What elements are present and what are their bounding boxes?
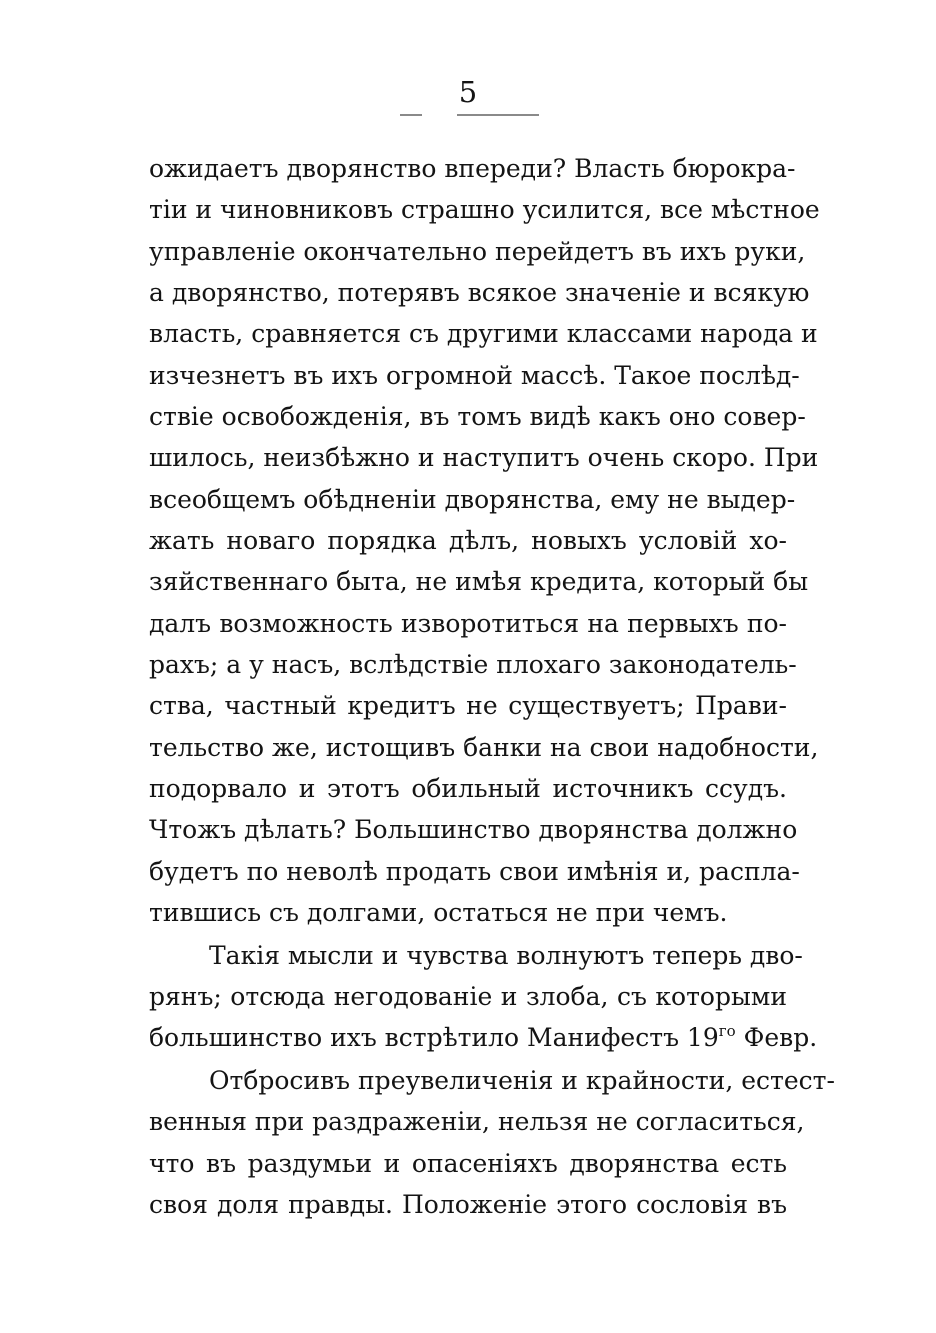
text-line: своя доля правды. Положеніе этого сословія въ xyxy=(149,1190,787,1219)
text-line: рянъ; отсюда негодованіе и злоба, съ которыми xyxy=(149,982,787,1011)
text-line: подорвало и этотъ обильный источникъ ссудъ. xyxy=(149,774,787,803)
text-line: тіи и чиновниковъ страшно усилится, все мѣстное xyxy=(149,195,820,224)
text-line: всеобщемъ обѣдненіи дворянства, ему не выдер- xyxy=(149,485,796,514)
text-line: тившись съ долгами, остаться не при чемъ. xyxy=(149,898,728,927)
text-line xyxy=(149,1021,818,1055)
text-line: будетъ по неволѣ продать свои имѣнія и, распла- xyxy=(149,857,800,886)
text-line: жать новаго порядка дѣлъ, новыхъ условій хо- xyxy=(149,526,787,555)
header-rule-right xyxy=(457,114,539,116)
text-line: зяйственнаго быта, не имѣя кредита, который бы xyxy=(149,567,809,596)
header-rule-left xyxy=(400,114,422,116)
text-line: ожидаетъ дворянство впереди? Власть бюрокра- xyxy=(149,154,796,183)
text-line: власть, сравняется съ другими классами народа и xyxy=(149,319,818,348)
page-number: 5 xyxy=(458,75,478,109)
text-line: ствіе освобожденія, въ томъ видѣ какъ оно совер- xyxy=(149,402,806,431)
text-line: шилось, неизбѣжно и наступитъ очень скоро. При xyxy=(149,443,819,472)
text-line: изчезнетъ въ ихъ огромной массѣ. Такое послѣд- xyxy=(149,361,800,390)
text-line: далъ возможность изворотиться на первыхъ по- xyxy=(149,609,787,638)
text-line: венныя при раздраженіи, нельзя не согласиться, xyxy=(149,1107,805,1136)
text-line: управленіе окончательно перейдетъ въ ихъ руки, xyxy=(149,237,806,266)
text-line: а дворянство, потерявъ всякое значеніе и всякую xyxy=(149,278,810,307)
text-line: Чтожъ дѣлать? Большинство дворянства должно xyxy=(149,815,798,844)
text-line: ства, частный кредитъ не существуетъ; Прави- xyxy=(149,691,787,720)
text-line: Такія мысли и чувства волнуютъ теперь дво- xyxy=(209,941,803,970)
text-fragment: Февр. xyxy=(735,1023,818,1052)
text-line: рахъ; а у насъ, вслѣдствіе плохаго законодатель- xyxy=(149,650,797,679)
text-line: Отбросивъ преувеличенія и крайности, естест- xyxy=(209,1066,835,1095)
text-line: что въ раздумьи и опасеніяхъ дворянства есть xyxy=(149,1149,787,1178)
text-fragment: большинство ихъ встрѣтило Манифестъ 19 xyxy=(149,1023,719,1052)
superscript-ordinal: го xyxy=(718,1022,736,1040)
text-line: тельство же, истощивъ банки на свои надобности, xyxy=(149,733,819,762)
